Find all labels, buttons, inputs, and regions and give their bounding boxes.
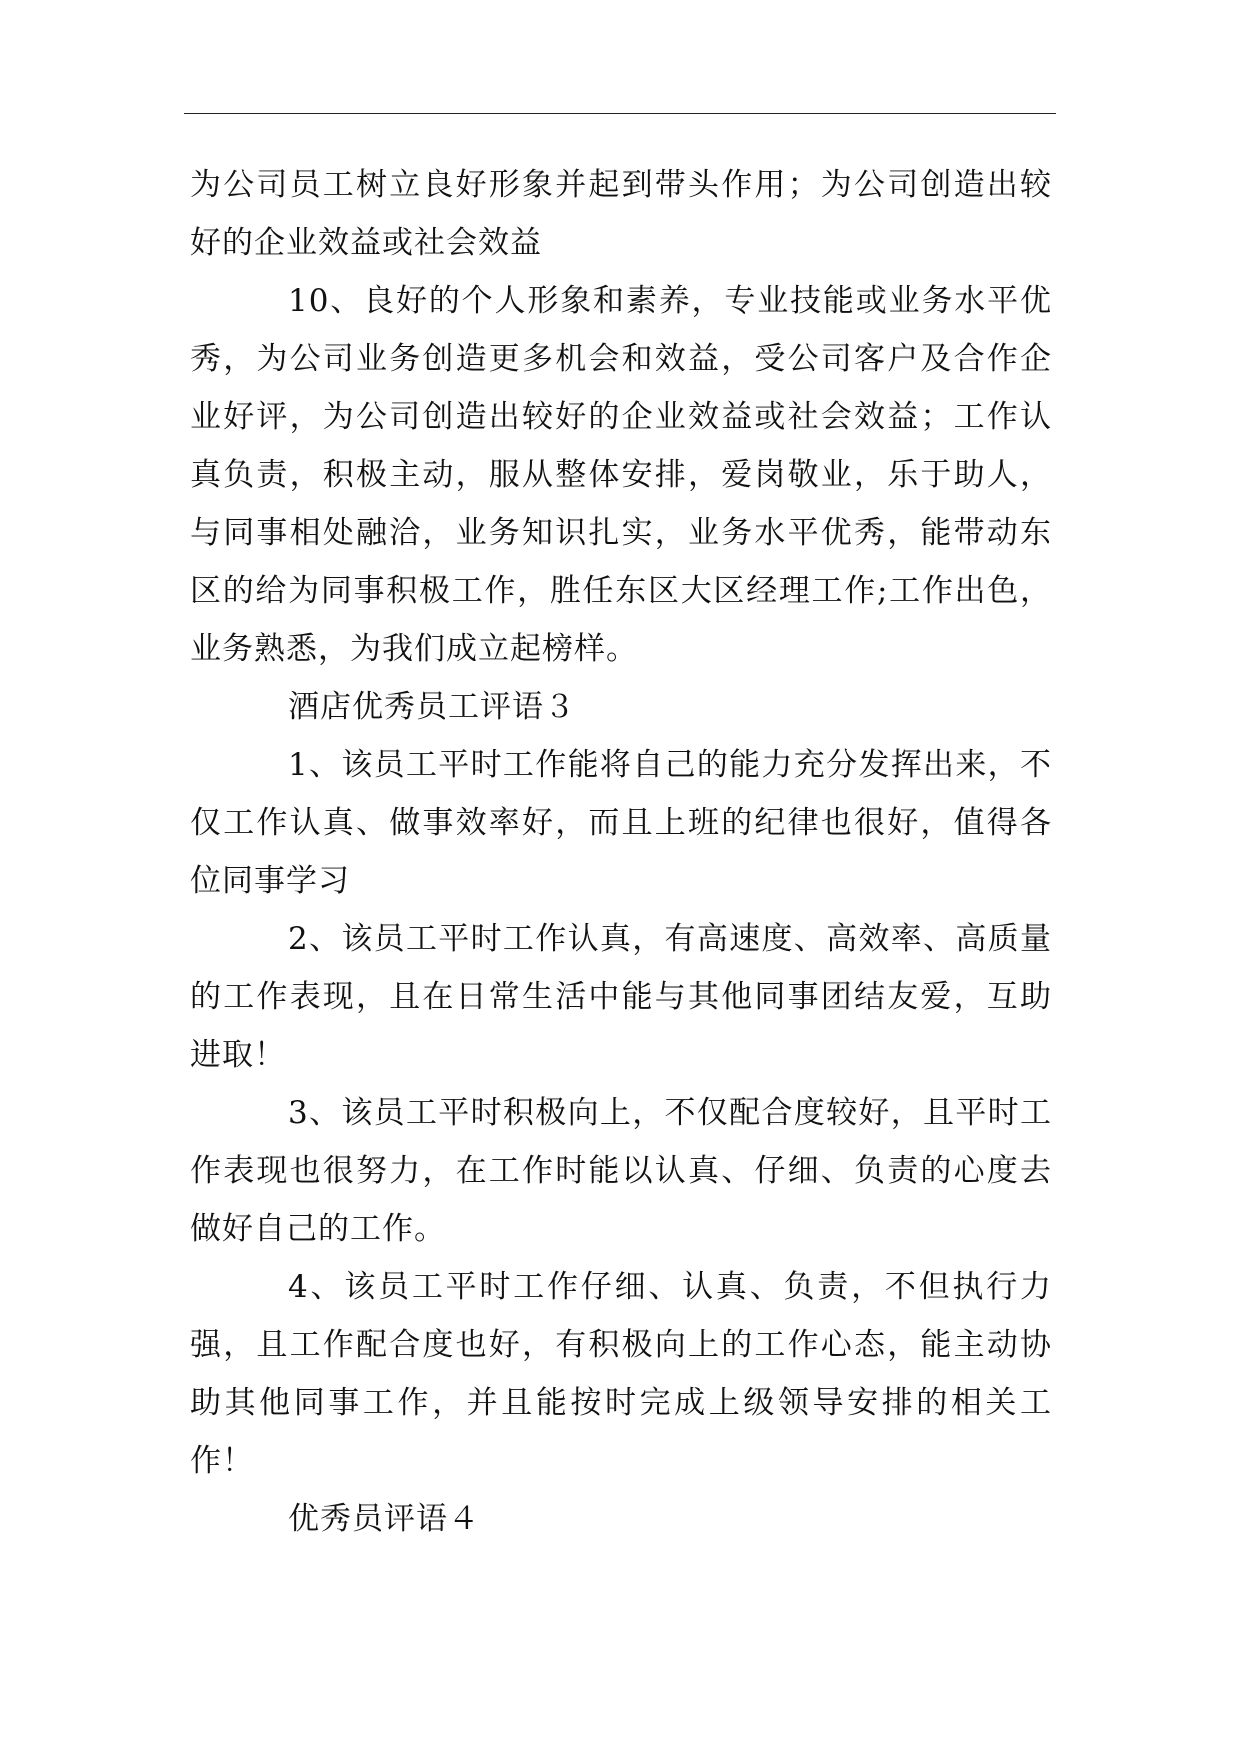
paragraph-item-2: 2、该员工平时工作认真，有高速度、高效率、高质量的工作表现，且在日常生活中能与其他同事团结友爱，互助进取！ — [190, 921, 1052, 1073]
paragraph-intro-continuation: 为公司员工树立良好形象并起到带头作用；为公司创造出较好的企业效益或社会效益 — [190, 167, 1052, 261]
paragraph-item-1: 1、该员工平时工作能将自己的能力充分发挥出来，不仅工作认真、做事效率好，而且上班的纪律也很好，值得各位同事学习 — [190, 747, 1052, 899]
section-heading-4: 优秀员评语４ — [288, 1501, 480, 1537]
header-rule — [184, 113, 1056, 114]
document-body — [190, 156, 1052, 1548]
section-heading-3: 酒店优秀员工评语３ — [288, 689, 576, 725]
paragraph-item-10: 10、良好的个人形象和素养，专业技能或业务水平优秀，为公司业务创造更多机会和效益，受公司客户及合作企业好评，为公司创造出较好的企业效益或社会效益；工作认真负责，积极主动，服从整体安排，爱岗敬业，乐于助人，与同事相处融洽，业务知识扎实，业务水平优秀，能带动东区的给为同事积极工作，胜任东区大区经理工作;工作出色，业务熟悉，为我们成立起榜样。 — [190, 283, 1052, 667]
paragraph-item-3: 3、该员工平时积极向上，不仅配合度较好，且平时工作表现也很努力，在工作时能以认真、仔细、负责的心度去做好自己的工作。 — [190, 1095, 1052, 1247]
paragraph-item-4: 4、该员工平时工作仔细、认真、负责，不但执行力强，且工作配合度也好，有积极向上的工作心态，能主动协助其他同事工作，并且能按时完成上级领导安排的相关工作！ — [190, 1269, 1052, 1479]
